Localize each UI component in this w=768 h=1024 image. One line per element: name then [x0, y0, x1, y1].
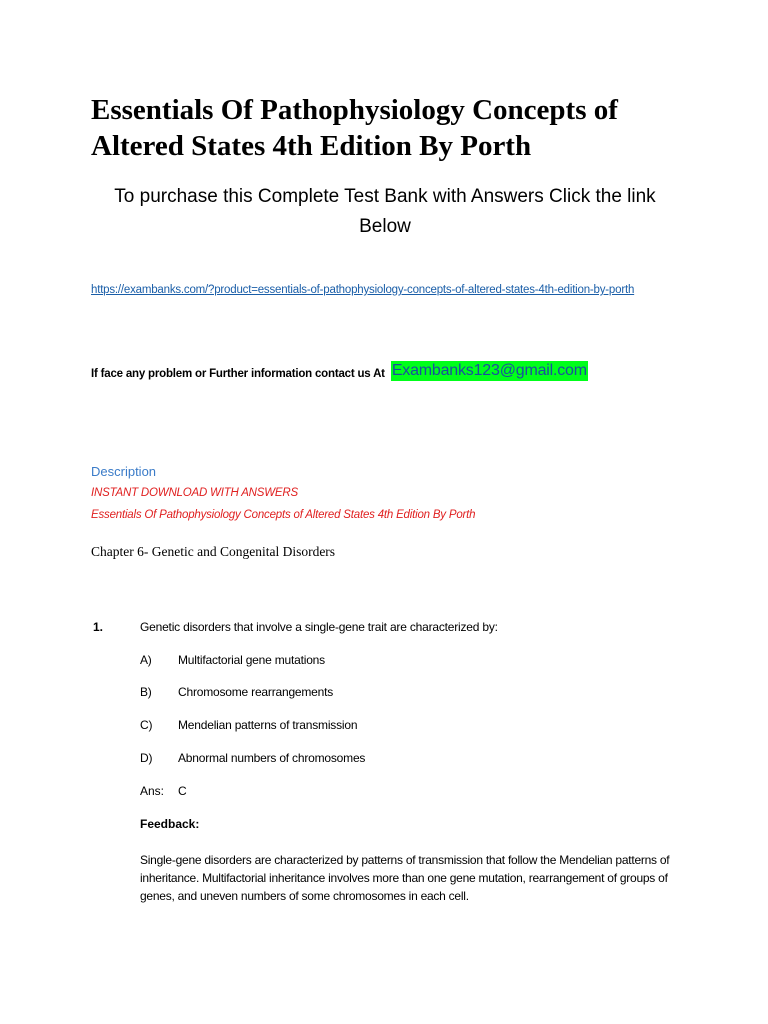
question-number: 1. — [93, 620, 104, 634]
document-title: Essentials Of Pathophysiology Concepts of Altered States 4th Edition By Porth — [91, 94, 618, 162]
product-link[interactable]: https://exambanks.com/?product=essentials-of-pathophysiology-concepts-of-altered-states-4th-edition-by-porth — [91, 284, 635, 296]
answer-label: Ans: — [140, 784, 165, 798]
contact-email-link[interactable]: Exambanks123@gmail.com — [391, 362, 587, 379]
purchase-subtitle: To purchase this Complete Test Bank with Answers Click the link Below — [114, 186, 656, 237]
option-a-letter: A) — [140, 653, 152, 667]
answer-value: C — [178, 784, 187, 798]
instant-download-label: INSTANT DOWNLOAD WITH ANSWERS — [91, 487, 298, 499]
option-a-text: Multifactorial gene mutations — [178, 653, 325, 667]
question-text: Genetic disorders that involve a single-gene trait are characterized by: — [140, 620, 498, 634]
option-d-text: Abnormal numbers of chromosomes — [178, 751, 366, 765]
option-b-text: Chromosome rearrangements — [178, 685, 334, 699]
chapter-heading: Chapter 6- Genetic and Congenital Disorders — [91, 544, 336, 559]
contact-text: If face any problem or Further information contact us At — [91, 368, 385, 380]
feedback-text: Single-gene disorders are characterized by patterns of transmission that follow the Mendelian patterns of inheritance. Multifactorial inheritance involves more than one gene mutation, rearrangement of groups of genes, and uneven numbers of some chromosomes in each cell. — [140, 853, 670, 903]
description-heading: Description — [91, 464, 157, 479]
option-d-letter: D) — [140, 751, 153, 765]
option-b-letter: B) — [140, 685, 152, 699]
description-title: Essentials Of Pathophysiology Concepts of Altered States 4th Edition By Porth — [91, 509, 476, 521]
contact-line — [91, 360, 588, 387]
option-c-letter: C) — [140, 718, 153, 732]
feedback-label: Feedback: — [140, 817, 200, 831]
option-c-text: Mendelian patterns of transmission — [178, 718, 358, 732]
